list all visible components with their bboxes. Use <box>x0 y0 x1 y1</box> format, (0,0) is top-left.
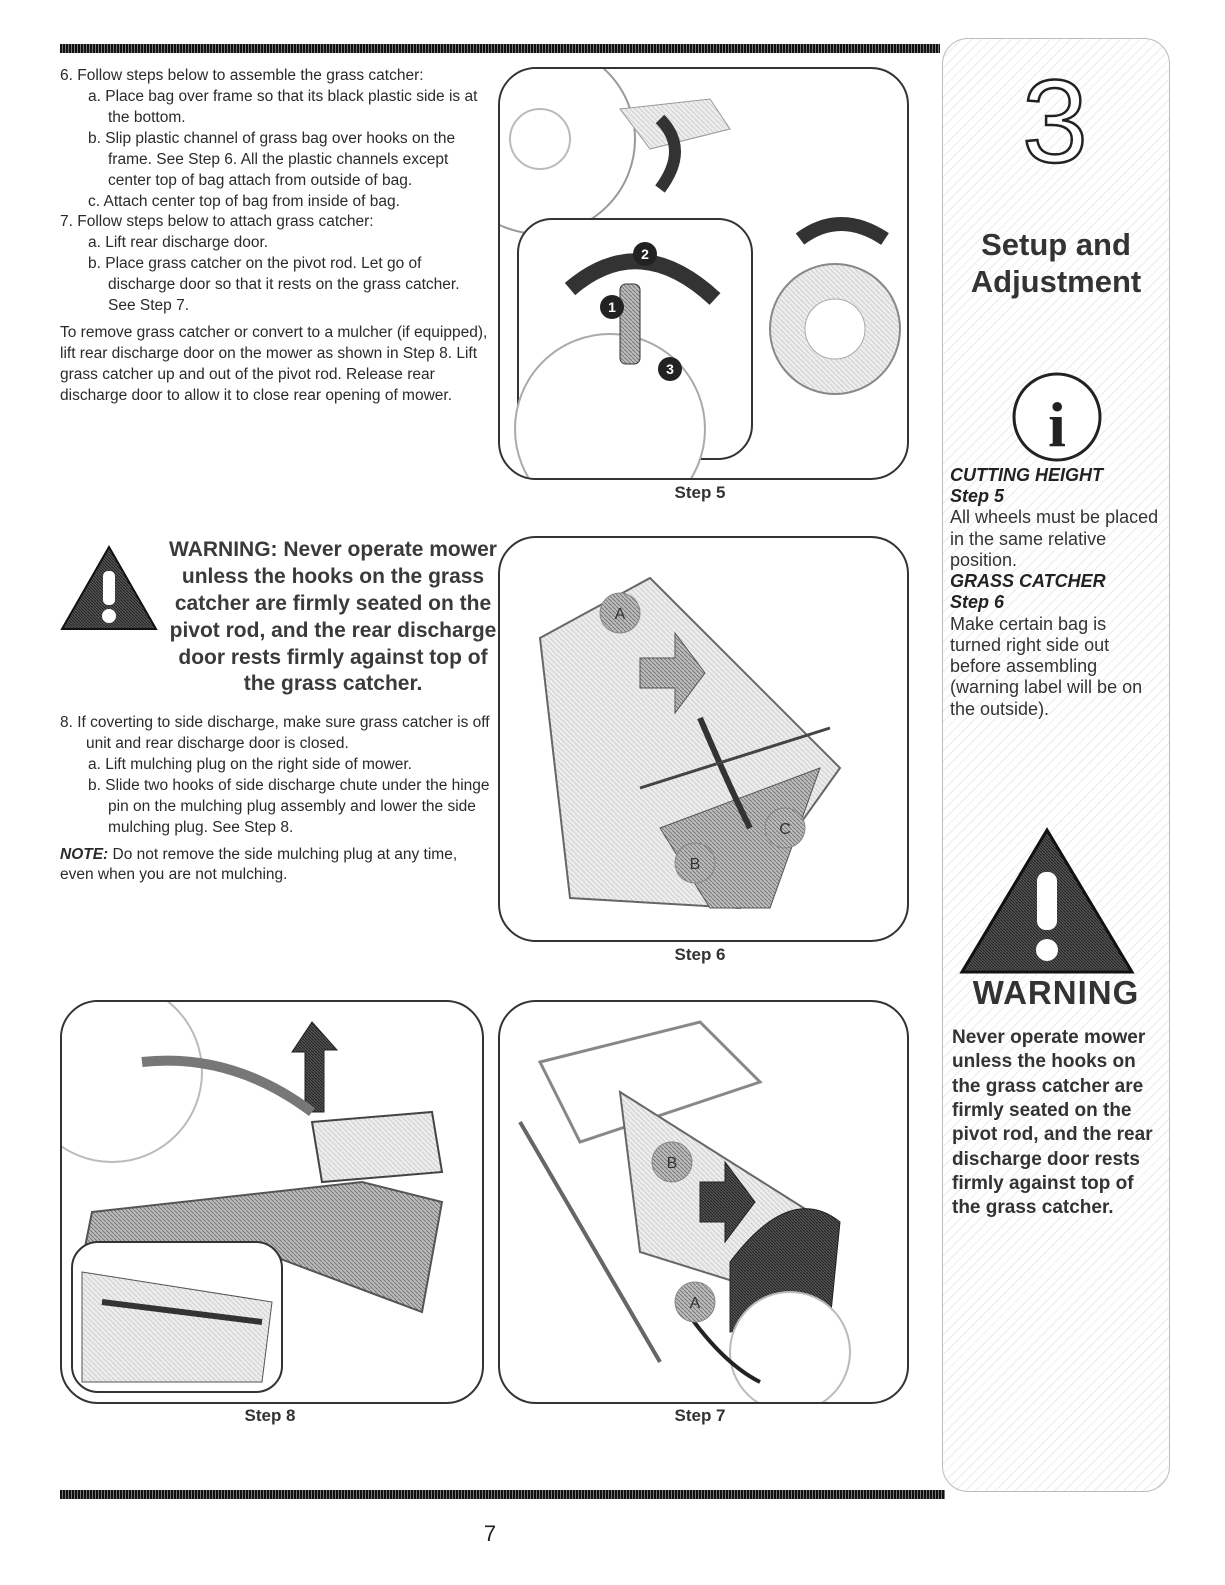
figure-step5 <box>498 67 909 480</box>
top-rule <box>60 44 940 53</box>
chapter-title-line1: Setup and <box>981 227 1131 262</box>
sidebar-warning-title: WARNING <box>972 974 1140 1011</box>
note1-heading: CUTTING HEIGHT <box>950 465 1103 485</box>
step6-a: a. Place bag over frame so that its black plastic side is at the bottom. <box>88 87 478 126</box>
step7-illustration <box>500 1002 907 1402</box>
caption-step5: Step 5 <box>674 483 726 502</box>
remove-paragraph: To remove grass catcher or convert to a mulcher (if equipped), lift rear discharge door on the mower as shown in Step 8. Lift grass catcher up and out of the pivot rod. Release rear discharge door to allow it to close rear opening of mower. <box>60 324 488 404</box>
note2-heading: GRASS CATCHER <box>950 571 1106 592</box>
step7-b: b. Place grass catcher on the pivot rod. Let go of discharge door so that it rests on the grass catcher. See Step 7. <box>88 255 460 315</box>
chapter-number-badge <box>1005 70 1105 170</box>
callout-2-label: 2 <box>641 246 649 262</box>
callout-B-label: B <box>689 856 701 873</box>
step7-a: a. Lift rear discharge door. <box>88 234 269 252</box>
chapter-title <box>942 226 1170 300</box>
page-number: 7 <box>483 1521 497 1546</box>
callout-A-label: A <box>689 1295 701 1312</box>
step6-b: b. Slip plastic channel of grass bag over hooks on the frame. See Step 6. All the plastic channels except center top of bag attach from outside of bag. <box>88 129 456 189</box>
sidebar-notes <box>950 465 1160 720</box>
caption-step6: Step 6 <box>674 945 726 964</box>
caption-step7: Step 7 <box>674 1406 726 1425</box>
warning-triangle-icon <box>60 545 158 631</box>
chapter-number: 3 <box>1022 70 1088 170</box>
figure-step7 <box>498 1000 909 1404</box>
bottom-rule <box>60 1490 945 1499</box>
step8-a: a. Lift mulching plug on the right side of mower. <box>88 755 412 773</box>
warning-block <box>60 537 497 705</box>
info-symbol: i <box>1048 389 1066 460</box>
step7-intro: 7. Follow steps below to attach grass catcher: <box>60 213 374 231</box>
step8-intro: 8. If coverting to side discharge, make sure grass catcher is off unit and rear discharge door is closed. <box>60 714 490 752</box>
step6-illustration <box>500 538 907 940</box>
figure-step8 <box>60 1000 484 1404</box>
caption-step8: Step 8 <box>244 1406 296 1425</box>
note-text: Do not remove the side mulching plug at any time, even when you are not mulching. <box>60 845 458 884</box>
note1-text: All wheels must be placed in the same relative position. <box>950 507 1159 570</box>
step5-illustration <box>500 69 907 478</box>
instructions-column <box>60 66 490 407</box>
note2-step: Step 6 <box>950 592 1005 613</box>
chapter-title-line2: Adjustment <box>970 264 1142 300</box>
sidebar-warning-triangle-icon <box>958 826 1136 976</box>
sidebar-warning-text: Never operate mower unless the hooks on the grass catcher are firmly seated on the pivot rod, and the rear discharge door rests firmly against top of the grass catcher. <box>952 1027 1153 1219</box>
callout-A-label: A <box>614 606 626 623</box>
note-paragraph <box>60 845 490 887</box>
note1-step: Step 5 <box>950 486 1005 507</box>
callout-C-label: C <box>779 821 791 838</box>
warning-text: WARNING: Never operate mower unless the hooks on the grass catcher are firmly seated on the pivot rod, and the rear discharge door rests firmly against top of the grass catcher. <box>169 538 497 696</box>
callout-B-label: B <box>666 1155 678 1172</box>
figure-step6 <box>498 536 909 942</box>
instructions-column-2 <box>60 713 490 886</box>
step6-intro: 6. Follow steps below to assemble the grass catcher: <box>60 67 424 84</box>
step8-illustration <box>62 1002 482 1402</box>
callout-1-label: 1 <box>608 299 616 315</box>
info-icon <box>1010 370 1104 464</box>
note-label: NOTE: <box>60 845 109 863</box>
note2-text: Make certain bag is turned right side out before assembling (warning label will be on the outside). <box>950 613 1143 719</box>
callout-3-label: 3 <box>666 361 674 377</box>
step6-c: c. Attach center top of bag from inside of bag. <box>88 192 400 210</box>
step8-b: b. Slide two hooks of side discharge chute under the hinge pin on the mulching plug assembly and lower the side mulching plug. See Step 8. <box>88 776 490 836</box>
